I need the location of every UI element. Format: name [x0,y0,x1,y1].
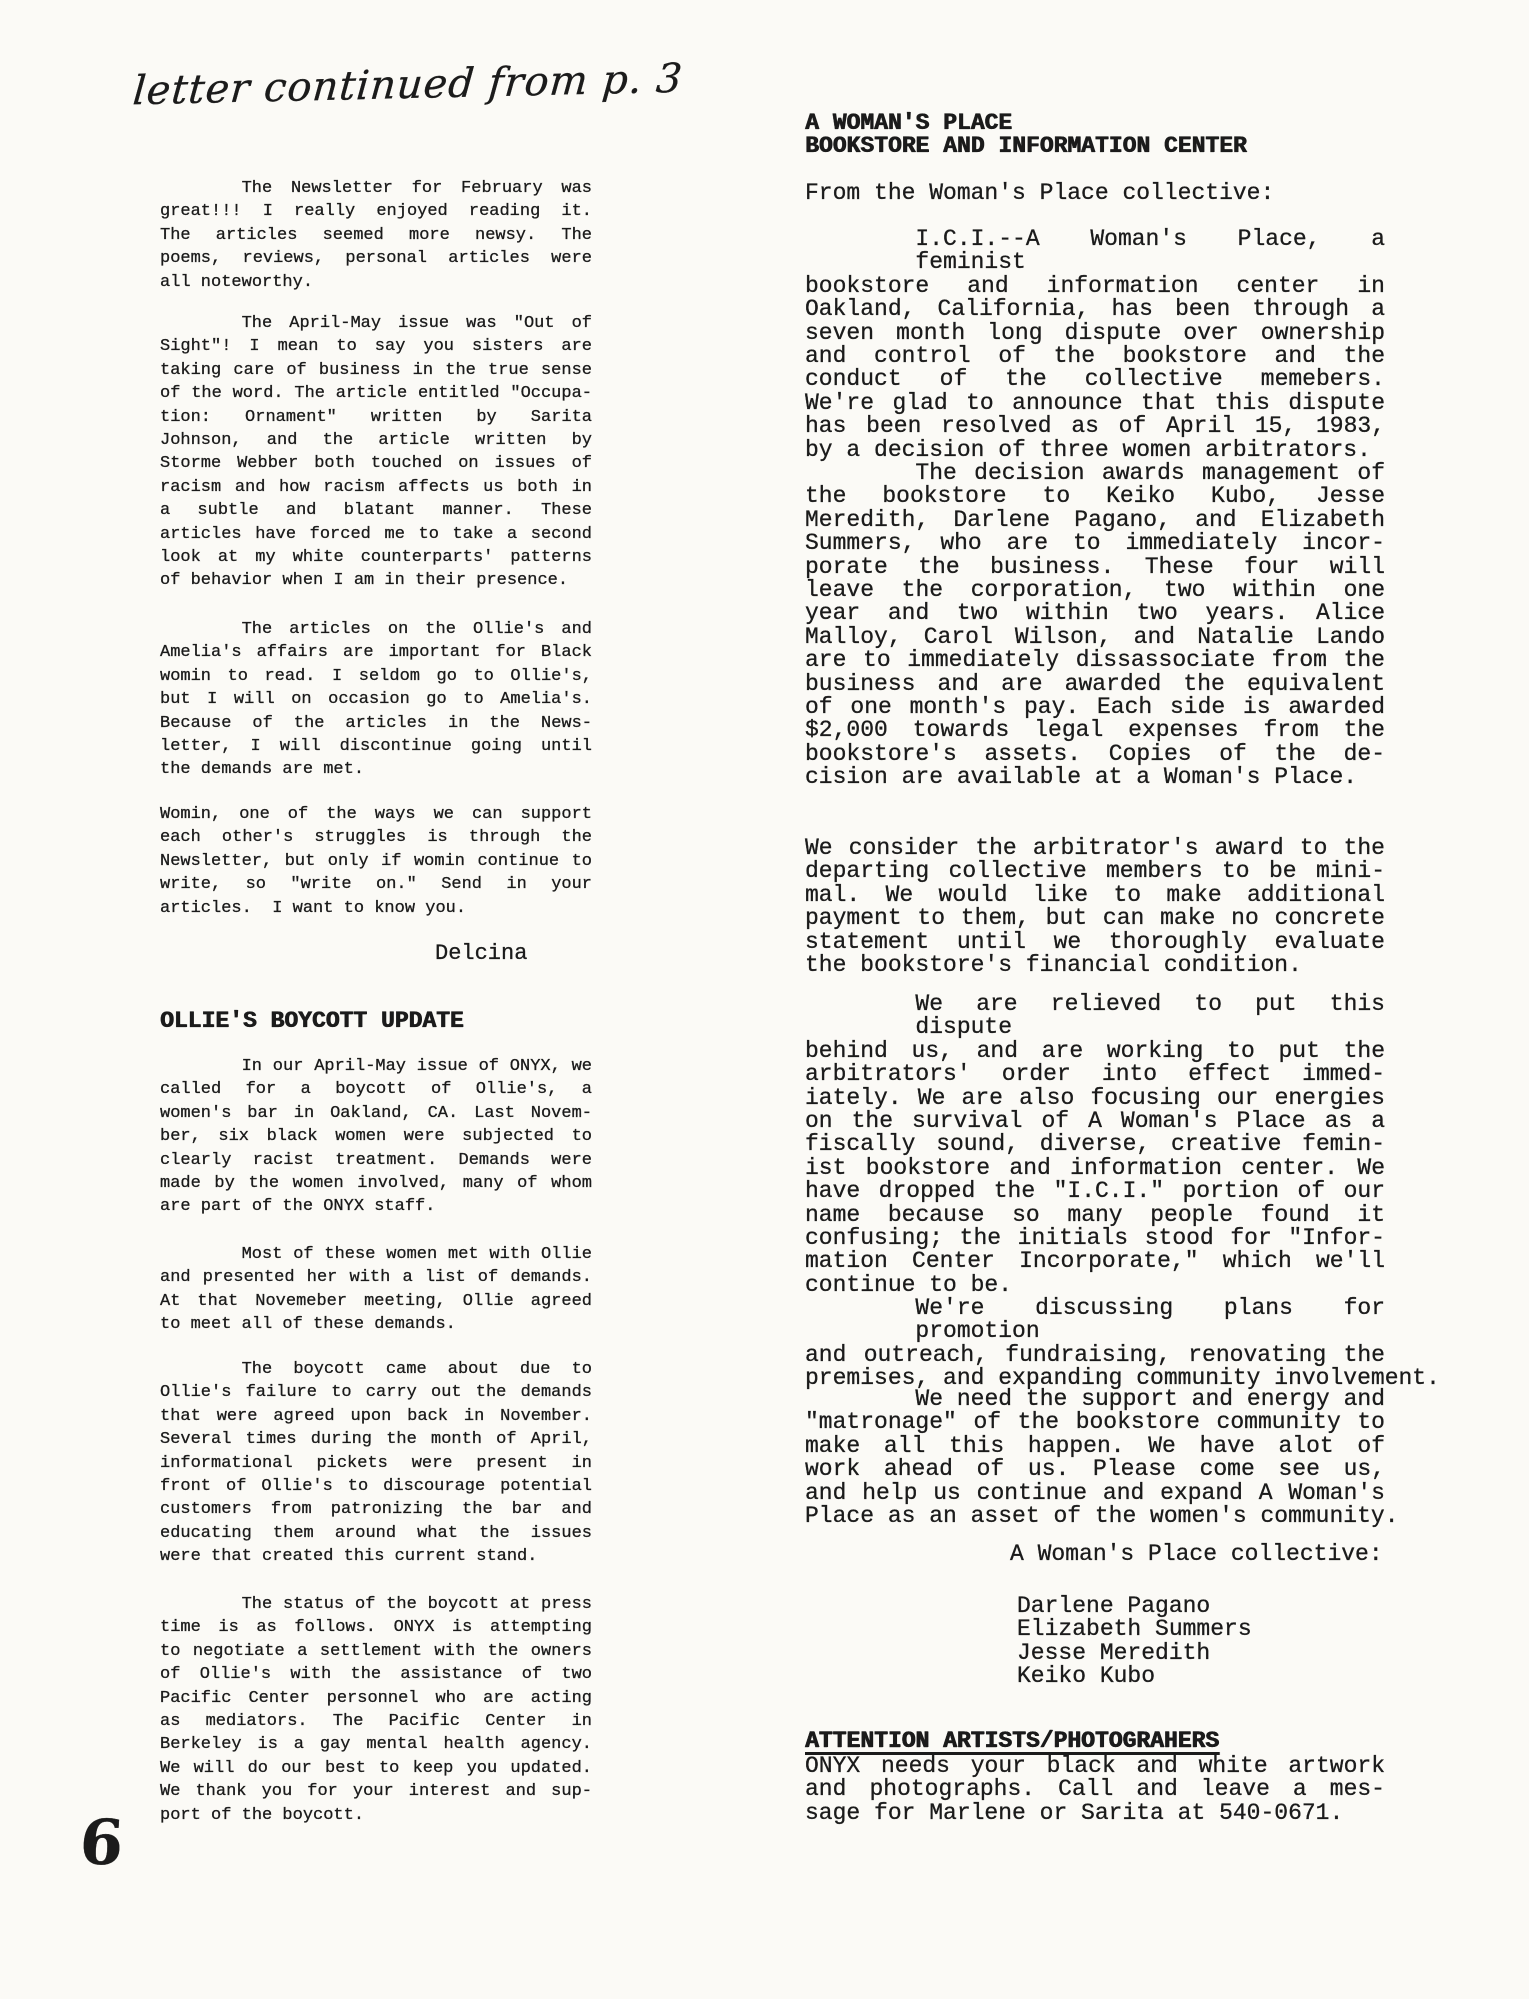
text-line: Amelia's affairs are important for Black [160,643,592,663]
heading-line: OLLIE'S BOYCOTT UPDATE [160,1008,464,1034]
text-line: The Newsletter for February was [241,179,592,198]
text-line: sage for Marlene or Sarita at 540-0671. [805,1799,1344,1826]
text-line: bookstore and information center in [805,272,1385,299]
signature [160,942,592,965]
text-line: articles have forced me to take a second [160,524,592,544]
text-line: arbitrators' order into effect immed- [805,1061,1385,1088]
paragraph [160,1243,592,1337]
text-line: educating them around what the issues [160,1523,592,1543]
text-line: bookstore's assets. Copies of the de- [805,740,1385,767]
text-line: Sight"! I mean to say you sisters are [160,337,592,357]
text-line: Place as an asset of the women's community. [805,1503,1399,1530]
text-line: all noteworthy. [160,272,314,292]
text-line: The articles on the Ollie's and [241,620,592,639]
text-line: seven month long dispute over ownership [805,319,1385,346]
text-line: continue to be. [805,1271,1013,1298]
text-line: Newsletter, but only if womin continue to [160,851,592,871]
heading-line: ATTENTION ARTISTS/PHOTOGRAHERS [805,1728,1220,1754]
name-line: Darlene Pagano [1017,1593,1211,1619]
heading-line: BOOKSTORE AND INFORMATION CENTER [805,133,1247,160]
text-line: ist bookstore and information center. We [805,1154,1385,1181]
text-line: porate the business. These four will [805,553,1385,580]
text-line: From the Woman's Place collective: [805,180,1275,206]
text-line: great!!! I really enjoyed reading it. [160,202,592,222]
paragraph [805,228,1385,462]
text-line: The articles seemed more newsy. The [160,225,592,245]
text-line: We're discussing plans for promotion [915,1295,1385,1345]
text-line: have dropped the "I.C.I." portion of our [805,1178,1385,1205]
text-line: women's bar in Oakland, CA. Last Novem- [160,1103,592,1123]
text-line: the bookstore's financial condition. [805,952,1302,979]
paragraph [160,1055,592,1219]
collective-caption [805,1543,1385,1566]
paragraph [160,177,592,294]
paragraph [805,993,1385,1297]
text-line: statement until we thoroughly evaluate [805,928,1385,955]
text-line: business and are awarded the equivalent [805,670,1385,697]
text-line: articles. I want to know you. [160,898,467,918]
text-line: mation Center Incorporate," which we'll [805,1248,1385,1275]
text-line: work ahead of us. Please come see us, [805,1456,1385,1483]
text-line: port of the boycott. [160,1805,365,1825]
text-line: $2,000 towards legal expenses from the [805,717,1385,744]
text-line: I.C.I.--A Woman's Place, a feminist [915,226,1385,276]
text-line: front of Ollie's to discourage potential [160,1477,592,1497]
text-line: We're glad to announce that this dispute [805,389,1385,416]
text-line: The decision awards management of [915,460,1385,486]
text-line: ber, six black women were subjected to [160,1127,592,1147]
text-line: customers from patronizing the bar and [160,1500,592,1520]
text-line: to negotiate a settlement with the owners [160,1641,592,1661]
text-line: are part of the ONYX staff. [160,1197,436,1217]
text-line: premises, and expanding community involvement. [805,1365,1440,1392]
text-line: make all this happen. We have alot of [805,1432,1385,1459]
text-line: and help us continue and expand A Woman's [805,1479,1385,1506]
text-line: taking care of business in the true sense [160,360,592,380]
section-heading-underlined [805,1730,1385,1753]
name-line: Elizabeth Summers [1017,1616,1252,1643]
text-line: the bookstore to Keiko Kubo, Jesse [805,483,1385,510]
text-line: leave the corporation, two within one [805,577,1385,604]
text-line: by a decision of three women arbitrators. [805,436,1371,463]
text-line: In our April-May issue of ONYX, we [241,1057,592,1076]
names-list [805,1595,1385,1689]
text-line: name because so many people found it [805,1201,1385,1228]
text-line: informational pickets were present in [160,1453,592,1473]
text-line: look at my white counterparts' patterns [160,548,592,568]
text-line: Storme Webber both touched on issues of [160,454,592,474]
text-line: on the survival of A Woman's Place as a [805,1108,1385,1135]
text-line: racism and how racism affects us both in [160,477,592,497]
text-line: of the word. The article entitled "Occupa- [160,384,592,404]
paragraph [805,462,1385,790]
text-line: letter, I will discontinue going until [160,737,592,757]
text-line: called for a boycott of Ollie's, a [160,1080,592,1100]
byline [805,182,1385,205]
text-line: that were agreed upon back in November. [160,1406,592,1426]
paragraph [805,1295,1440,1392]
paragraph [160,312,592,593]
text-line: The April-May issue was "Out of [241,314,592,333]
text-line: Summers, who are to immediately incor- [805,530,1385,557]
paragraph [160,618,592,782]
name-line: Jesse Meredith [1017,1639,1211,1666]
text-line: cision are available at a Woman's Place. [805,764,1358,791]
signature-line: Delcina [435,941,528,966]
text-line: conduct of the collective memebers. [805,366,1385,393]
text-line: and photographs. Call and leave a mes- [805,1776,1385,1803]
text-line: fiscally sound, diverse, creative femin- [805,1131,1385,1158]
text-line: the demands are met. [160,760,365,780]
paragraph [160,1358,592,1569]
paragraph [805,837,1385,977]
handwritten-note: letter continued from p. 3 [131,55,685,115]
section-heading [160,1010,592,1033]
text-line: We need the support and energy and [915,1386,1385,1412]
text-line: departing collective members to be mini- [805,858,1385,885]
text-line: and outreach, fundraising, renovating the [805,1341,1385,1368]
left-column [160,0,592,1999]
text-line: but I will on occasion go to Amelia's. [160,690,592,710]
text-line: and control of the bookstore and the [805,343,1385,370]
text-line: time is as follows. ONYX is attempting [160,1618,592,1638]
text-line: payment to them, but can make no concrete [805,905,1385,932]
text-line: "matronage" of the bookstore community to [805,1409,1385,1436]
section-heading [805,112,1385,159]
text-line: confusing; the initials stood for "Infor- [805,1225,1385,1252]
text-line: We consider the arbitrator's award to the [805,835,1385,861]
caption-line: A Woman's Place collective: [1010,1541,1383,1567]
text-line: We are relieved to put this dispute [915,991,1385,1041]
text-line: The boycott came about due to [241,1360,592,1379]
text-line: of behavior when I am in their presence. [160,571,569,591]
text-line: were that created this current stand. [160,1547,538,1567]
text-line: has been resolved as of April 15, 1983, [805,413,1385,440]
paragraph [805,1755,1385,1825]
text-line: Meredith, Darlene Pagano, and Elizabeth [805,506,1385,533]
text-line: of one month's pay. Each side is awarded [805,694,1385,721]
text-line: Oakland, California, has been through a [805,296,1385,323]
right-column [805,0,1440,1999]
text-line: The status of the boycott at press [241,1595,592,1614]
text-line: ONYX needs your black and white artwork [805,1753,1385,1779]
text-line: Most of these women met with Ollie [241,1245,592,1264]
heading-line: A WOMAN'S PLACE [805,110,1013,136]
text-line: clearly racist treatment. Demands were [160,1150,592,1170]
text-line: Berkeley is a gay mental health agency. [160,1735,592,1755]
text-line: mal. We would like to make additional [805,881,1385,908]
text-line: write, so "write on." Send in your [160,875,592,895]
text-line: Malloy, Carol Wilson, and Natalie Lando [805,623,1385,650]
text-line: a subtle and blatant manner. These [160,501,592,521]
text-line: Ollie's failure to carry out the demands [160,1383,592,1403]
text-line: Because of the articles in the News- [160,713,592,733]
name-line: Keiko Kubo [1017,1663,1156,1690]
text-line: as mediators. The Pacific Center in [160,1712,592,1732]
paragraph [160,803,592,920]
text-line: Several times during the month of April, [160,1430,592,1450]
text-line: behind us, and are working to put the [805,1037,1385,1064]
text-line: year and two within two years. Alice [805,600,1385,627]
text-line: are to immediately dissassociate from the [805,647,1385,674]
text-line: of Ollie's with the assistance of two [160,1665,592,1685]
text-line: At that Novemeber meeting, Ollie agreed [160,1291,592,1311]
text-line: Johnson, and the article written by [160,431,592,451]
page-number: 6 [77,1806,126,1879]
text-line: Pacific Center personnel who are acting [160,1688,592,1708]
paragraph [805,1386,1399,1530]
text-line: made by the women involved, many of whom [160,1174,592,1194]
text-line: poems, reviews, personal articles were [160,249,592,269]
text-line: iately. We are also focusing our energies [805,1084,1385,1111]
text-line: We thank you for your interest and sup- [160,1782,592,1802]
text-line: We will do our best to keep you updated. [160,1758,592,1778]
paragraph [160,1593,592,1827]
text-line: tion: Ornament" written by Sarita [160,407,592,427]
text-line: to meet all of these demands. [160,1315,456,1335]
text-line: each other's struggles is through the [160,828,592,848]
text-line: and presented her with a list of demands. [160,1268,592,1288]
text-line: womin to read. I seldom go to Ollie's, [160,666,592,686]
text-line: Womin, one of the ways we can support [160,805,592,824]
